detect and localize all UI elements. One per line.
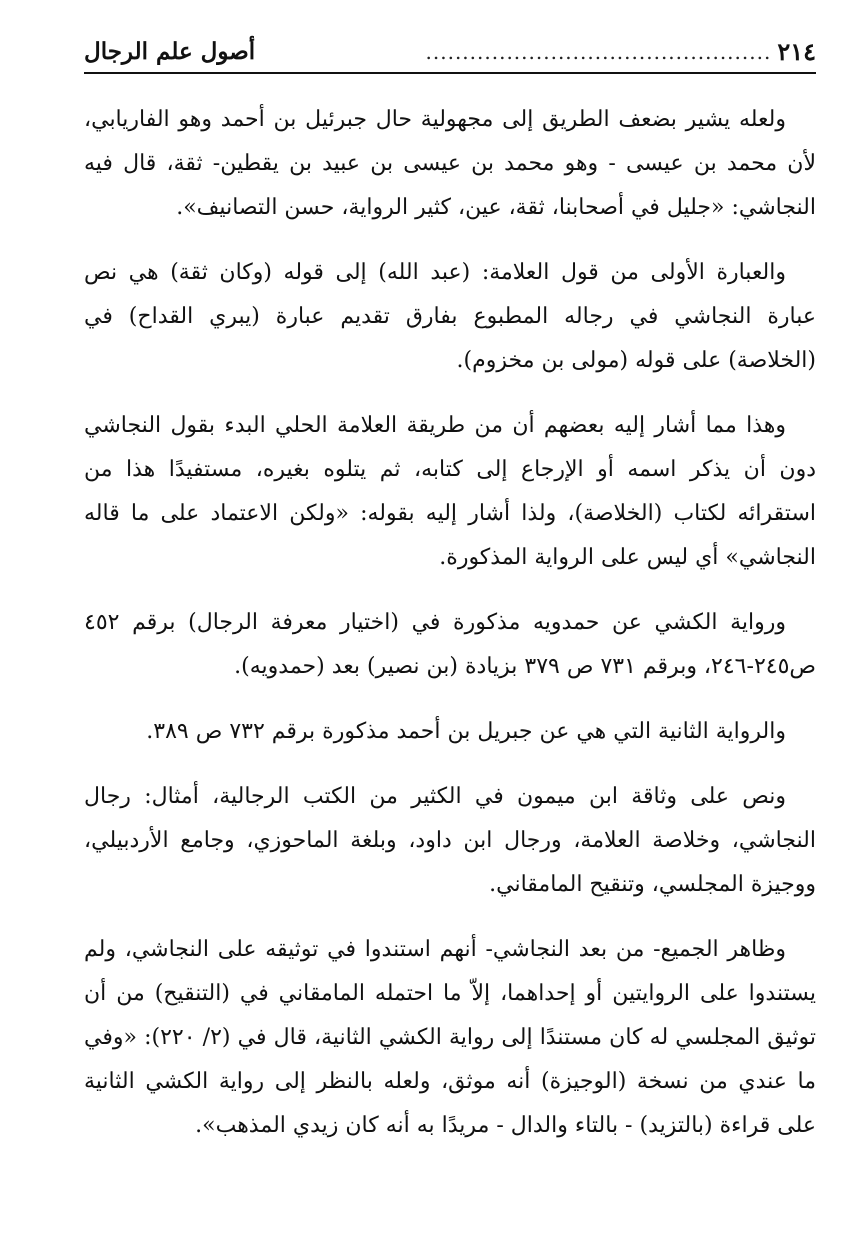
book-page — [84, 26, 816, 1226]
running-header — [84, 26, 816, 74]
paragraph: وظاهر الجميع- من بعد النجاشي- أنهم استندوا في توثيقه على النجاشي، ولم يستندوا على الروايتين أو إحداهما، إلاّ ما احتمله المامقاني في (التنقيح) من أن توثيق المجلسي له كان مستندًا إلى رواية الكشي الثانية، قال في (٢/ ٢٢٠): «وفي ما عندي من نسخة (الوجيزة) أنه موثق، ولعله بالنظر إلى رواية الكشي الثانية على قراءة (بالتزيد) - بالتاء والدال - مريدًا به أنه كان زيدي المذهب». — [84, 937, 817, 1138]
book-title: أصول علم الرجال — [84, 38, 256, 65]
paragraph: ولعله يشير بضعف الطريق إلى مجهولية حال جبرئيل بن أحمد وهو الفاريابي، لأن محمد بن عيسى - وهو محمد بن عيسى بن عبيد بن يقطين- ثقة، قال فيه النجاشي: «جليل في أصحابنا، ثقة، عين، كثير الرواية، حسن التصانيف». — [84, 107, 816, 220]
body-text — [84, 98, 816, 1148]
header-leader-dots: ............................................... — [425, 40, 772, 64]
paragraph: وهذا مما أشار إليه بعضهم أن من طريقة العلامة الحلي البدء بقول النجاشي دون أن يذكر اسمه أو الإرجاع إلى كتابه، ثم يتلوه بغيره، مستفيدًا هذا من استقرائه لكتاب (الخلاصة)، ولذا أشار إليه بقوله: «ولكن الاعتماد على ما قاله النجاشي» أي ليس على الرواية المذكورة. — [84, 413, 816, 570]
paragraph: والرواية الثانية التي هي عن جبريل بن أحمد مذكورة برقم ٧٣٢ ص ٣٨٩. — [146, 719, 786, 744]
page-number: ٢١٤ — [777, 37, 816, 66]
paragraph: والعبارة الأولى من قول العلامة: (عبد الله) إلى قوله (وكان ثقة) هي نص عبارة النجاشي في رجاله المطبوع بفارق تقديم عبارة (يبري القداح) في (الخلاصة) على قوله (مولى بن مخزوم). — [84, 260, 816, 373]
paragraph: ورواية الكشي عن حمدويه مذكورة في (اختيار معرفة الرجال) برقم ٤٥٢ ص٢٤٥-٢٤٦، وبرقم ٧٣١ ص ٣٧٩ بزيادة (بن نصير) بعد (حمدويه). — [84, 610, 816, 679]
paragraph: ونص على وثاقة ابن ميمون في الكثير من الكتب الرجالية، أمثال: رجال النجاشي، وخلاصة العلامة، ورجال ابن داود، وبلغة الماحوزي، وجامع الأردبيلي، ووجيزة المجلسي، وتنقيح المامقاني. — [84, 784, 816, 897]
